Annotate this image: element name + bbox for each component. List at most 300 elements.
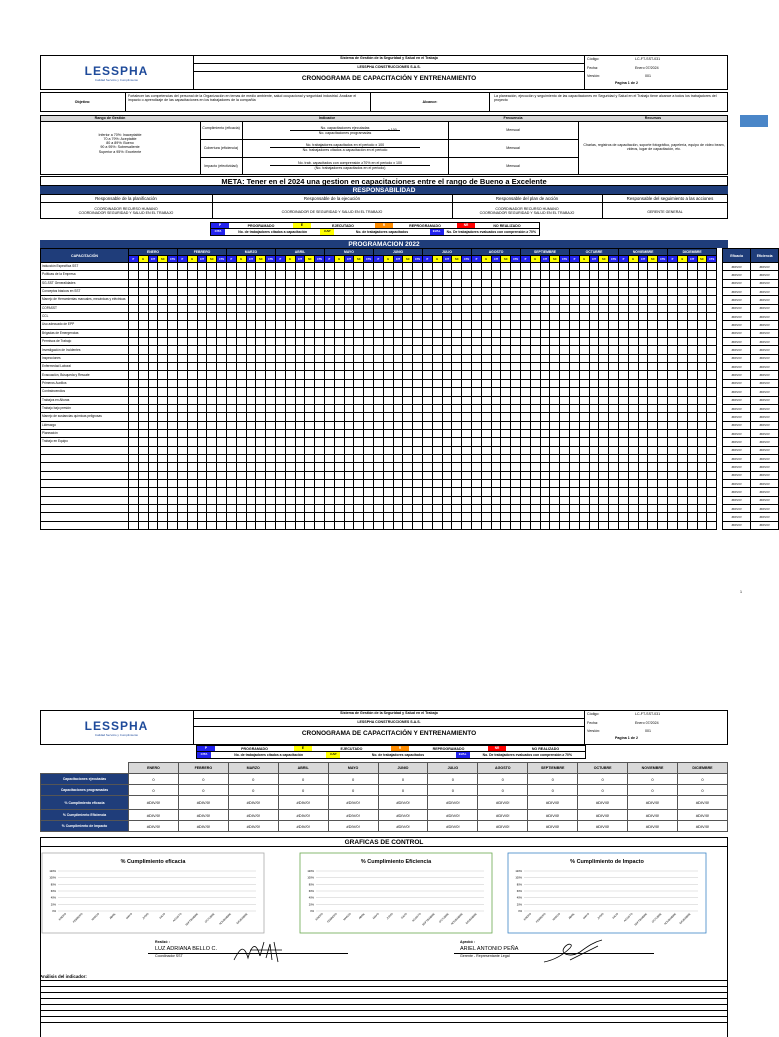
schedule-cell[interactable] [521, 296, 531, 304]
schedule-cell[interactable] [462, 321, 472, 329]
schedule-cell[interactable] [570, 471, 580, 479]
schedule-cell[interactable] [275, 404, 285, 412]
schedule-cell[interactable] [511, 421, 521, 429]
schedule-cell[interactable] [628, 271, 638, 279]
schedule-cell[interactable] [256, 404, 266, 412]
schedule-cell[interactable] [668, 496, 678, 504]
schedule-cell[interactable] [373, 288, 383, 296]
schedule-cell[interactable] [560, 446, 570, 454]
schedule-cell[interactable] [589, 363, 599, 371]
schedule-cell[interactable] [540, 279, 550, 287]
schedule-cell[interactable] [491, 354, 501, 362]
schedule-cell[interactable] [393, 379, 403, 387]
schedule-cell[interactable] [677, 504, 687, 512]
schedule-cell[interactable] [579, 454, 589, 462]
schedule-cell[interactable] [138, 463, 148, 471]
schedule-cell[interactable] [364, 513, 374, 521]
schedule-cell[interactable] [403, 296, 413, 304]
schedule-cell[interactable] [599, 446, 609, 454]
schedule-cell[interactable] [168, 438, 178, 446]
schedule-cell[interactable] [550, 521, 560, 529]
schedule-cell[interactable] [148, 371, 158, 379]
schedule-cell[interactable] [403, 363, 413, 371]
schedule-cell[interactable] [511, 521, 521, 529]
schedule-cell[interactable] [442, 346, 452, 354]
schedule-cell[interactable] [129, 346, 139, 354]
schedule-cell[interactable] [579, 404, 589, 412]
schedule-cell[interactable] [432, 271, 442, 279]
schedule-cell[interactable] [158, 296, 168, 304]
schedule-cell[interactable] [256, 421, 266, 429]
schedule-cell[interactable] [315, 271, 325, 279]
schedule-cell[interactable] [501, 288, 511, 296]
schedule-cell[interactable] [550, 463, 560, 471]
schedule-cell[interactable] [354, 304, 364, 312]
schedule-cell[interactable] [560, 263, 570, 271]
schedule-cell[interactable] [501, 479, 511, 487]
schedule-cell[interactable] [687, 354, 697, 362]
schedule-cell[interactable] [481, 396, 491, 404]
schedule-cell[interactable] [354, 279, 364, 287]
schedule-cell[interactable] [579, 371, 589, 379]
schedule-cell[interactable] [324, 396, 334, 404]
schedule-cell[interactable] [609, 321, 619, 329]
schedule-cell[interactable] [452, 496, 462, 504]
schedule-cell[interactable] [687, 329, 697, 337]
schedule-cell[interactable] [275, 304, 285, 312]
schedule-cell[interactable] [599, 338, 609, 346]
schedule-cell[interactable] [334, 363, 344, 371]
schedule-cell[interactable] [148, 338, 158, 346]
schedule-cell[interactable] [178, 313, 188, 321]
schedule-cell[interactable] [393, 471, 403, 479]
schedule-cell[interactable] [354, 329, 364, 337]
schedule-cell[interactable] [226, 521, 236, 529]
schedule-cell[interactable] [589, 296, 599, 304]
schedule-cell[interactable] [197, 421, 207, 429]
schedule-cell[interactable] [305, 488, 315, 496]
schedule-cell[interactable] [589, 396, 599, 404]
schedule-cell[interactable] [589, 279, 599, 287]
schedule-cell[interactable] [393, 513, 403, 521]
schedule-cell[interactable] [168, 521, 178, 529]
schedule-cell[interactable] [207, 288, 217, 296]
schedule-cell[interactable] [658, 271, 668, 279]
schedule-cell[interactable] [138, 413, 148, 421]
schedule-cell[interactable] [364, 354, 374, 362]
schedule-cell[interactable] [129, 329, 139, 337]
schedule-cell[interactable] [285, 479, 295, 487]
schedule-cell[interactable] [256, 471, 266, 479]
schedule-cell[interactable] [501, 429, 511, 437]
schedule-cell[interactable] [344, 271, 354, 279]
schedule-cell[interactable] [452, 338, 462, 346]
schedule-cell[interactable] [158, 521, 168, 529]
schedule-cell[interactable] [148, 421, 158, 429]
schedule-cell[interactable] [511, 454, 521, 462]
schedule-cell[interactable] [344, 513, 354, 521]
schedule-cell[interactable] [178, 263, 188, 271]
schedule-cell[interactable] [668, 288, 678, 296]
schedule-cell[interactable] [609, 421, 619, 429]
schedule-cell[interactable] [158, 338, 168, 346]
schedule-cell[interactable] [423, 463, 433, 471]
schedule-cell[interactable] [305, 379, 315, 387]
schedule-cell[interactable] [266, 329, 276, 337]
schedule-cell[interactable] [285, 488, 295, 496]
schedule-cell[interactable] [246, 363, 256, 371]
schedule-cell[interactable] [178, 296, 188, 304]
schedule-cell[interactable] [403, 488, 413, 496]
schedule-cell[interactable] [658, 496, 668, 504]
schedule-cell[interactable] [481, 271, 491, 279]
schedule-cell[interactable] [540, 471, 550, 479]
schedule-cell[interactable] [383, 321, 393, 329]
schedule-cell[interactable] [628, 263, 638, 271]
schedule-cell[interactable] [187, 413, 197, 421]
schedule-cell[interactable] [246, 471, 256, 479]
schedule-cell[interactable] [697, 521, 707, 529]
schedule-cell[interactable] [413, 388, 423, 396]
schedule-cell[interactable] [168, 463, 178, 471]
schedule-cell[interactable] [442, 296, 452, 304]
schedule-cell[interactable] [619, 521, 629, 529]
schedule-cell[interactable] [432, 321, 442, 329]
schedule-cell[interactable] [668, 504, 678, 512]
schedule-cell[interactable] [550, 413, 560, 421]
schedule-cell[interactable] [491, 371, 501, 379]
schedule-cell[interactable] [129, 521, 139, 529]
schedule-cell[interactable] [540, 363, 550, 371]
schedule-cell[interactable] [599, 521, 609, 529]
schedule-cell[interactable] [599, 313, 609, 321]
schedule-cell[interactable] [589, 504, 599, 512]
schedule-cell[interactable] [403, 404, 413, 412]
schedule-cell[interactable] [393, 421, 403, 429]
schedule-cell[interactable] [648, 296, 658, 304]
schedule-cell[interactable] [344, 346, 354, 354]
schedule-cell[interactable] [364, 421, 374, 429]
schedule-cell[interactable] [158, 329, 168, 337]
schedule-cell[interactable] [197, 463, 207, 471]
schedule-cell[interactable] [324, 471, 334, 479]
schedule-cell[interactable] [207, 354, 217, 362]
schedule-cell[interactable] [129, 296, 139, 304]
schedule-cell[interactable] [178, 304, 188, 312]
schedule-cell[interactable] [315, 371, 325, 379]
schedule-cell[interactable] [589, 404, 599, 412]
schedule-cell[interactable] [197, 313, 207, 321]
schedule-cell[interactable] [619, 396, 629, 404]
schedule-cell[interactable] [550, 421, 560, 429]
schedule-cell[interactable] [364, 463, 374, 471]
schedule-cell[interactable] [168, 471, 178, 479]
schedule-cell[interactable] [393, 363, 403, 371]
schedule-cell[interactable] [383, 488, 393, 496]
schedule-cell[interactable] [579, 388, 589, 396]
schedule-cell[interactable] [677, 304, 687, 312]
schedule-cell[interactable] [178, 279, 188, 287]
schedule-cell[interactable] [373, 371, 383, 379]
schedule-cell[interactable] [501, 313, 511, 321]
schedule-cell[interactable] [383, 438, 393, 446]
schedule-cell[interactable] [609, 263, 619, 271]
schedule-cell[interactable] [599, 296, 609, 304]
schedule-cell[interactable] [501, 354, 511, 362]
schedule-cell[interactable] [148, 463, 158, 471]
schedule-cell[interactable] [236, 321, 246, 329]
schedule-cell[interactable] [373, 471, 383, 479]
schedule-cell[interactable] [266, 488, 276, 496]
schedule-cell[interactable] [589, 463, 599, 471]
schedule-cell[interactable] [501, 321, 511, 329]
schedule-cell[interactable] [677, 363, 687, 371]
schedule-cell[interactable] [256, 263, 266, 271]
schedule-cell[interactable] [599, 371, 609, 379]
schedule-cell[interactable] [432, 504, 442, 512]
schedule-cell[interactable] [266, 263, 276, 271]
schedule-cell[interactable] [344, 421, 354, 429]
schedule-cell[interactable] [383, 388, 393, 396]
schedule-cell[interactable] [423, 496, 433, 504]
schedule-cell[interactable] [158, 471, 168, 479]
schedule-cell[interactable] [217, 288, 227, 296]
schedule-cell[interactable] [589, 496, 599, 504]
schedule-cell[interactable] [236, 396, 246, 404]
schedule-cell[interactable] [687, 504, 697, 512]
schedule-cell[interactable] [619, 496, 629, 504]
schedule-cell[interactable] [491, 388, 501, 396]
schedule-cell[interactable] [403, 471, 413, 479]
schedule-cell[interactable] [226, 354, 236, 362]
schedule-cell[interactable] [324, 321, 334, 329]
schedule-cell[interactable] [207, 471, 217, 479]
schedule-cell[interactable] [158, 388, 168, 396]
schedule-cell[interactable] [246, 371, 256, 379]
schedule-cell[interactable] [423, 321, 433, 329]
schedule-cell[interactable] [364, 363, 374, 371]
schedule-cell[interactable] [148, 454, 158, 462]
schedule-cell[interactable] [129, 429, 139, 437]
schedule-cell[interactable] [511, 388, 521, 396]
schedule-cell[interactable] [599, 396, 609, 404]
schedule-cell[interactable] [677, 279, 687, 287]
schedule-cell[interactable] [619, 379, 629, 387]
schedule-cell[interactable] [256, 513, 266, 521]
schedule-cell[interactable] [432, 363, 442, 371]
schedule-cell[interactable] [197, 304, 207, 312]
schedule-cell[interactable] [226, 296, 236, 304]
schedule-cell[interactable] [295, 321, 305, 329]
schedule-cell[interactable] [638, 363, 648, 371]
schedule-cell[interactable] [324, 313, 334, 321]
schedule-cell[interactable] [158, 396, 168, 404]
schedule-cell[interactable] [275, 363, 285, 371]
schedule-cell[interactable] [373, 421, 383, 429]
schedule-cell[interactable] [393, 404, 403, 412]
schedule-cell[interactable] [599, 354, 609, 362]
schedule-cell[interactable] [619, 304, 629, 312]
schedule-cell[interactable] [393, 521, 403, 529]
schedule-cell[interactable] [423, 471, 433, 479]
schedule-cell[interactable] [638, 429, 648, 437]
schedule-cell[interactable] [707, 454, 717, 462]
schedule-cell[interactable] [472, 296, 482, 304]
schedule-cell[interactable] [609, 488, 619, 496]
schedule-cell[interactable] [697, 413, 707, 421]
schedule-cell[interactable] [236, 454, 246, 462]
schedule-cell[interactable] [481, 346, 491, 354]
schedule-cell[interactable] [138, 513, 148, 521]
schedule-cell[interactable] [462, 396, 472, 404]
schedule-cell[interactable] [207, 338, 217, 346]
schedule-cell[interactable] [628, 279, 638, 287]
schedule-cell[interactable] [187, 288, 197, 296]
schedule-cell[interactable] [452, 346, 462, 354]
schedule-cell[interactable] [668, 379, 678, 387]
schedule-cell[interactable] [275, 421, 285, 429]
schedule-cell[interactable] [648, 429, 658, 437]
schedule-cell[interactable] [511, 354, 521, 362]
schedule-cell[interactable] [305, 496, 315, 504]
schedule-cell[interactable] [226, 304, 236, 312]
schedule-cell[interactable] [452, 438, 462, 446]
schedule-cell[interactable] [403, 379, 413, 387]
schedule-cell[interactable] [442, 288, 452, 296]
schedule-cell[interactable] [707, 513, 717, 521]
schedule-cell[interactable] [491, 263, 501, 271]
schedule-cell[interactable] [599, 379, 609, 387]
schedule-cell[interactable] [707, 329, 717, 337]
schedule-cell[interactable] [697, 371, 707, 379]
schedule-cell[interactable] [687, 321, 697, 329]
schedule-cell[interactable] [256, 488, 266, 496]
schedule-cell[interactable] [158, 438, 168, 446]
schedule-cell[interactable] [285, 263, 295, 271]
schedule-cell[interactable] [521, 363, 531, 371]
schedule-cell[interactable] [638, 504, 648, 512]
schedule-cell[interactable] [178, 471, 188, 479]
schedule-cell[interactable] [275, 288, 285, 296]
schedule-cell[interactable] [677, 313, 687, 321]
schedule-cell[interactable] [226, 496, 236, 504]
schedule-cell[interactable] [697, 429, 707, 437]
schedule-cell[interactable] [511, 396, 521, 404]
schedule-cell[interactable] [628, 471, 638, 479]
schedule-cell[interactable] [501, 296, 511, 304]
schedule-cell[interactable] [217, 471, 227, 479]
schedule-cell[interactable] [530, 438, 540, 446]
schedule-cell[interactable] [207, 304, 217, 312]
schedule-cell[interactable] [423, 404, 433, 412]
schedule-cell[interactable] [236, 463, 246, 471]
schedule-cell[interactable] [599, 479, 609, 487]
schedule-cell[interactable] [423, 279, 433, 287]
schedule-cell[interactable] [197, 388, 207, 396]
schedule-cell[interactable] [393, 413, 403, 421]
schedule-cell[interactable] [501, 504, 511, 512]
schedule-cell[interactable] [687, 471, 697, 479]
schedule-cell[interactable] [677, 429, 687, 437]
schedule-cell[interactable] [423, 271, 433, 279]
schedule-cell[interactable] [393, 463, 403, 471]
schedule-cell[interactable] [138, 354, 148, 362]
schedule-cell[interactable] [530, 463, 540, 471]
schedule-cell[interactable] [197, 338, 207, 346]
schedule-cell[interactable] [403, 504, 413, 512]
schedule-cell[interactable] [187, 446, 197, 454]
schedule-cell[interactable] [521, 496, 531, 504]
schedule-cell[interactable] [570, 463, 580, 471]
schedule-cell[interactable] [609, 288, 619, 296]
schedule-cell[interactable] [148, 379, 158, 387]
schedule-cell[interactable] [668, 479, 678, 487]
schedule-cell[interactable] [599, 263, 609, 271]
schedule-cell[interactable] [432, 396, 442, 404]
schedule-cell[interactable] [256, 371, 266, 379]
schedule-cell[interactable] [217, 338, 227, 346]
schedule-cell[interactable] [295, 363, 305, 371]
schedule-cell[interactable] [285, 404, 295, 412]
schedule-cell[interactable] [187, 313, 197, 321]
schedule-cell[interactable] [305, 471, 315, 479]
schedule-cell[interactable] [305, 288, 315, 296]
schedule-cell[interactable] [452, 454, 462, 462]
schedule-cell[interactable] [354, 354, 364, 362]
schedule-cell[interactable] [197, 438, 207, 446]
schedule-cell[interactable] [285, 346, 295, 354]
schedule-cell[interactable] [129, 446, 139, 454]
schedule-cell[interactable] [511, 371, 521, 379]
schedule-cell[interactable] [481, 463, 491, 471]
schedule-cell[interactable] [452, 513, 462, 521]
schedule-cell[interactable] [648, 471, 658, 479]
schedule-cell[interactable] [403, 263, 413, 271]
schedule-cell[interactable] [168, 354, 178, 362]
schedule-cell[interactable] [472, 371, 482, 379]
schedule-cell[interactable] [207, 296, 217, 304]
schedule-cell[interactable] [530, 429, 540, 437]
schedule-cell[interactable] [373, 496, 383, 504]
schedule-cell[interactable] [570, 513, 580, 521]
schedule-cell[interactable] [354, 513, 364, 521]
schedule-cell[interactable] [373, 346, 383, 354]
schedule-cell[interactable] [305, 513, 315, 521]
schedule-cell[interactable] [697, 446, 707, 454]
schedule-cell[interactable] [364, 488, 374, 496]
schedule-cell[interactable] [648, 263, 658, 271]
schedule-cell[interactable] [168, 429, 178, 437]
schedule-cell[interactable] [491, 396, 501, 404]
schedule-cell[interactable] [628, 488, 638, 496]
schedule-cell[interactable] [472, 329, 482, 337]
schedule-cell[interactable] [687, 288, 697, 296]
schedule-cell[interactable] [178, 404, 188, 412]
schedule-cell[interactable] [217, 379, 227, 387]
schedule-cell[interactable] [697, 313, 707, 321]
schedule-cell[interactable] [658, 479, 668, 487]
schedule-cell[interactable] [344, 471, 354, 479]
schedule-cell[interactable] [138, 421, 148, 429]
schedule-cell[interactable] [295, 463, 305, 471]
schedule-cell[interactable] [579, 304, 589, 312]
schedule-cell[interactable] [236, 346, 246, 354]
schedule-cell[interactable] [364, 404, 374, 412]
schedule-cell[interactable] [226, 513, 236, 521]
schedule-cell[interactable] [364, 329, 374, 337]
schedule-cell[interactable] [462, 488, 472, 496]
schedule-cell[interactable] [295, 396, 305, 404]
